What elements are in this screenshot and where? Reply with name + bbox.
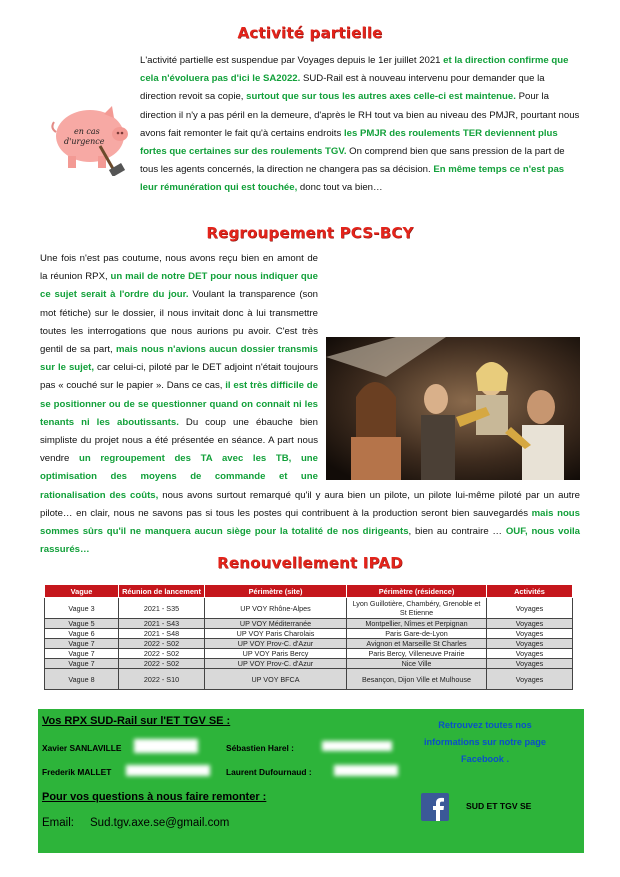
cell-activite: Voyages — [487, 639, 573, 649]
text-run: donc tout va bien… — [297, 182, 383, 194]
text-run-highlight: les PMJR des roulements TER deviennent plus fortes que certaines sur des roulements TGV. — [140, 127, 558, 158]
cell-activite: Voyages — [487, 669, 573, 690]
text-run: car celui-ci, piloté par le DET adjoint n'était toujours pas « couché sur le papier ». Dans ce cas, — [40, 362, 318, 392]
cell-reunion: 2021 - S35 — [119, 598, 205, 619]
cell-vague: Vague 7 — [45, 639, 119, 649]
table-row — [45, 649, 573, 659]
rpx-name-2: Sébastien Harel : — [226, 743, 294, 753]
cell-vague: Vague 8 — [45, 669, 119, 690]
table-row — [45, 639, 573, 649]
cell-residence: Avignon et Marseille St Charles — [347, 639, 487, 649]
section-title-activite: Activité partielle — [237, 24, 383, 42]
text-run-highlight: un regroupement des TA avec les TB, une optimisation des moyens de commande et une rationalisation des coûts, — [40, 453, 319, 501]
cell-site: UP VOY Méditerranée — [205, 619, 347, 629]
email-label: Email: — [42, 817, 74, 829]
text-run-highlight: un mail de notre DET pour nous indiquer que ce sujet serait à l'ordre du jour. — [40, 271, 318, 301]
email-link[interactable]: Sud.tgv.axe.se@gmail.com — [90, 817, 230, 829]
cell-reunion: 2022 - S02 — [119, 659, 205, 669]
text-run: On comprend bien que sans pression de la part de tous les agents concernés, la direction ne changera pas sa décision. — [140, 146, 565, 176]
cell-site: UP VOY Prov-C. d'Azur — [205, 639, 347, 649]
cell-site: UP VOY Paris Bercy — [205, 649, 347, 659]
redaction-mark — [134, 739, 198, 753]
column-header-activites[interactable]: Activités — [487, 585, 573, 598]
cell-residence: Paris Gare-de-Lyon — [347, 629, 487, 639]
column-header-residence[interactable]: Périmètre (résidence) — [347, 585, 487, 598]
facebook-promo-text: Retrouvez toutes nos informations sur notre page Facebook . — [423, 720, 546, 764]
text-run: , bien au contraire … — [408, 526, 506, 538]
facebook-page-name[interactable]: SUD ET TGV SE — [466, 801, 532, 811]
cell-vague: Vague 7 — [45, 649, 119, 659]
text-run-highlight: et la direction confirme que cela n'évoluera pas d'ici le SA2022. — [140, 55, 569, 85]
contact-footer — [38, 709, 584, 853]
rpx-name-1: Xavier SANLAVILLE — [42, 743, 122, 753]
text-run-highlight: En même temps ce n'est pas leur rémunération qui est touchée, — [140, 164, 565, 194]
cell-site: UP VOY BFCA — [205, 669, 347, 690]
cell-activite: Voyages — [487, 598, 573, 619]
cell-residence: Besançon, Dijon Ville et Mulhouse — [347, 669, 487, 690]
table-row — [45, 598, 573, 619]
cell-activite: Voyages — [487, 629, 573, 639]
text-run-highlight: mais nous n'avions aucun dossier transmis sur le sujet, — [40, 344, 319, 374]
rpx-name-4: Laurent Dufournaud : — [226, 767, 312, 777]
cell-activite: Voyages — [487, 659, 573, 669]
cell-residence: Paris Bercy, Villeneuve Prairie — [347, 649, 487, 659]
text-run-highlight: OUF, nous voila rassurés… — [40, 526, 580, 556]
section-title-regroupement: Regroupement PCS-BCY — [206, 224, 414, 242]
cell-reunion: 2021 - S43 — [119, 619, 205, 629]
cell-vague: Vague 5 — [45, 619, 119, 629]
cell-site: UP VOY Rhône-Alpes — [205, 598, 347, 619]
paragraph-activite — [40, 52, 580, 198]
cell-residence: Lyon Guillotière, Chambéry, Grenoble et St Etienne — [347, 598, 487, 619]
column-header-site[interactable]: Périmètre (site) — [205, 585, 347, 598]
text-run: nous avons surtout remarqué qu'il y aura bien un pilote, un pilote lui-même piloté par un autre pilote… en clair, nous ne savons pas si tous les postes qui contribuent à la production seront bien sauvegardés — [40, 489, 580, 519]
cell-reunion: 2022 - S02 — [119, 639, 205, 649]
cell-residence: Nice Ville — [347, 659, 487, 669]
facebook-icon[interactable] — [421, 793, 449, 821]
section-title-ipad: Renouvellement IPAD — [217, 554, 403, 572]
rpx-name-3: Frederik MALLET — [42, 767, 112, 777]
redaction-mark — [322, 741, 392, 751]
text-run: Voulant la transparence (son mot fétiche) sur le dossier, il nous invitait donc à lui transmettre toutes les interrogations que nous aurions pu avoir. C'est très gentil de sa part, — [40, 289, 318, 356]
cell-reunion: 2021 - S48 — [119, 629, 205, 639]
text-run: Pour la direction il n'y a pas péril en la demeure, d'après le RH tout va bien au niveau des PMJR, pourtant nous avons fait remonter le fait qu'à certains endroits — [140, 91, 580, 139]
piggy-text-1: en cas — [74, 127, 100, 136]
text-run-highlight: mais nous sommes sûrs qu'il ne manquera aucun siège pour la totalité de nos dirigeants — [40, 507, 580, 538]
cell-reunion: 2022 - S10 — [119, 669, 205, 690]
questions-heading: Pour vos questions à nous faire remonter : — [42, 791, 267, 803]
text-run-highlight: surtout que sur tous les autres axes celle-ci est maintenue. — [246, 91, 516, 103]
cell-reunion: 2022 - S02 — [119, 649, 205, 659]
column-header-vague[interactable]: Vague — [45, 585, 119, 598]
text-run: Une fois n'est pas coutume, nous avons reçu bien en amont de la réunion RPX, — [40, 253, 318, 283]
table-row — [45, 619, 573, 629]
footer-heading: Vos RPX SUD-Rail sur l'ET TGV SE : — [42, 715, 231, 727]
cell-vague: Vague 7 — [45, 659, 119, 669]
column-header-reunion[interactable]: Réunion de lancement — [119, 585, 205, 598]
cell-activite: Voyages — [487, 649, 573, 659]
redaction-mark — [334, 765, 398, 776]
cell-vague: Vague 6 — [45, 629, 119, 639]
text-run-highlight: il est très difficile de se positionner ou de se questionner quand on connait ni les tenants ni les aboutissants. — [40, 380, 318, 428]
table-header-row — [45, 585, 573, 598]
cockpit-photo — [326, 337, 580, 480]
cell-site: UP VOY Prov-C. d'Azur — [205, 659, 347, 669]
table-row — [45, 629, 573, 639]
cell-site: UP VOY Paris Charolais — [205, 629, 347, 639]
cell-activite: Voyages — [487, 619, 573, 629]
text-run: SUD-Rail est à nouveau intervenu pour demander que la direction revoit sa copie, — [140, 73, 545, 103]
cell-residence: Montpellier, Nîmes et Perpignan — [347, 619, 487, 629]
redaction-mark — [126, 765, 210, 776]
text-run-spacer: L'activité partielle est suspendue par Voyages depuis le 1er juillet 2021 — [140, 55, 444, 66]
ipad-table — [44, 584, 573, 690]
cell-vague: Vague 3 — [45, 598, 119, 619]
table-row — [45, 669, 573, 690]
text-run: Du coup une ébauche bien simpliste du projet nous a été présentée en séance. A part nous vendre — [40, 416, 318, 465]
piggy-text-2: d'urgence — [64, 137, 105, 146]
table-row — [45, 659, 573, 669]
